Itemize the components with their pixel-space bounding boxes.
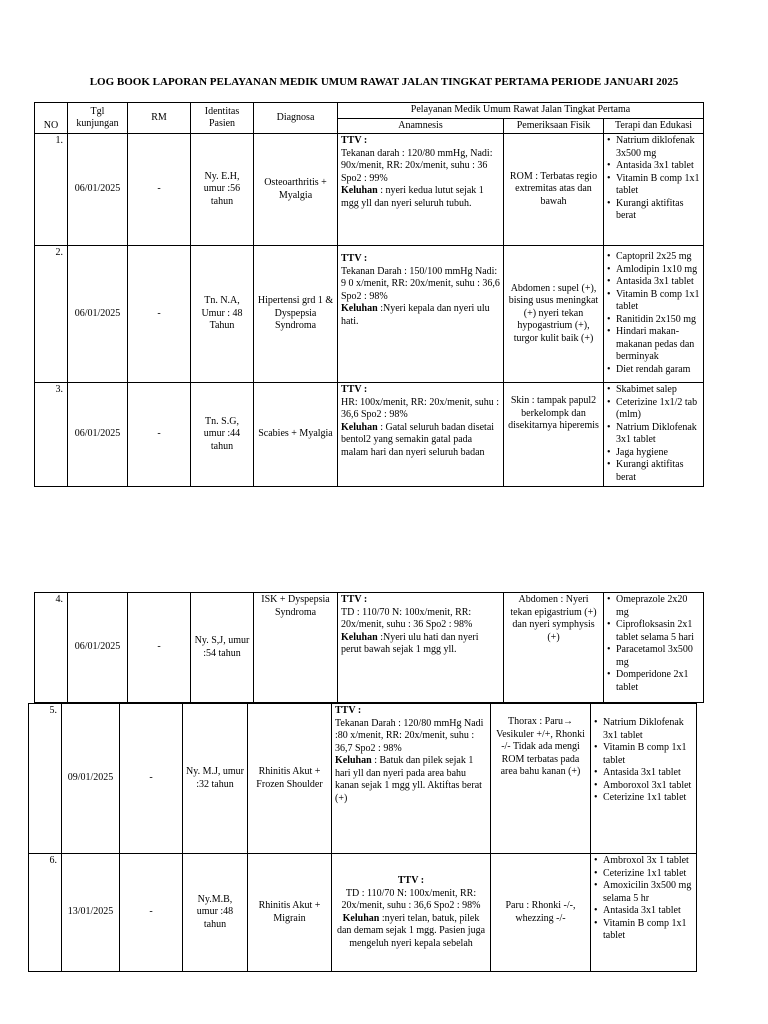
keluhan-text: :Nyeri kepala dan nyeri ulu hati.	[341, 303, 490, 327]
keluhan-text: : Gatal seluruh badan disetai bentol2 yang semakin gatal pada malam hari dan nyeri seluruh badan	[341, 421, 495, 458]
terapi-item: • Kurangi aktifitas berat	[607, 459, 700, 484]
row-fisik: Thorax : Paru→ Vesikuler +/+, Rhonki -/- Tidak ada mengi ROM terbatas pada area bahu kanan (+)	[491, 704, 591, 854]
terapi-item: • Natrium Diklofenak 3x1 tablet	[594, 717, 693, 742]
row-diagnosa: Hipertensi grd 1 & Dyspepsia Syndroma	[254, 246, 338, 383]
terapi-item: • Vitamin B comp 1x1 tablet	[607, 289, 700, 314]
keluhan-label: Keluhan	[341, 303, 378, 314]
keluhan-label: Keluhan	[341, 631, 378, 643]
terapi-item: • Hindari makan-makanan pedas dan berminyak	[607, 326, 700, 364]
header-pemeriksaan: Pemeriksaan Fisik	[504, 118, 604, 134]
row-terapi	[591, 704, 697, 854]
row-diagnosa: Rhinitis Akut + Migrain	[248, 854, 332, 972]
row-identitas: Ny.M.B, umur :48 tahun	[183, 854, 248, 972]
row-diagnosa: Osteoarthritis + Myalgia	[254, 134, 338, 246]
table-row	[35, 383, 704, 487]
row-identitas: Tn. N.A, Umur : 48 Tahun	[191, 246, 254, 383]
row-fisik: Abdomen : Nyeri tekan epigastrium (+) dan nyeri symphysis (+)	[504, 593, 604, 703]
header-anamnesis: Anamnesis	[338, 118, 504, 134]
header-terapi: Terapi dan Edukasi	[604, 118, 704, 134]
header-no: NO	[35, 103, 68, 134]
row-anamnesis	[332, 704, 491, 854]
ttv-values: HR: 100x/menit, RR: 20x/menit, suhu : 36,6 Spo2 : 98%	[341, 396, 500, 420]
ttv-label: TTV :	[397, 875, 425, 886]
header-tgl: Tgl kunjungan	[68, 103, 128, 134]
terapi-item: • Antasida 3x1 tablet	[594, 767, 693, 780]
table-row	[35, 134, 704, 246]
keluhan-label: Keluhan	[341, 421, 378, 433]
header-rm: RM	[128, 103, 191, 134]
terapi-item: • Diet rendah garam	[607, 364, 700, 377]
ttv-values: Tekanan Darah : 150/100 mmHg Nadi: 9 0 x/menit, RR: 20x/menit, suhu : 36,6 Spo2 : 98%	[341, 265, 500, 302]
row-anamnesis	[338, 593, 504, 703]
row-rm: -	[120, 854, 183, 972]
row-no: 2.	[35, 246, 68, 383]
keluhan-label: Keluhan	[342, 912, 380, 924]
terapi-item: • Antasida 3x1 tablet	[594, 905, 693, 918]
keluhan-text: :Nyeri ulu hati dan nyeri perut bawah sejak 1 mgg yll.	[341, 631, 479, 655]
terapi-item: • Antasida 3x1 tablet	[607, 160, 700, 173]
row-anamnesis	[338, 134, 504, 246]
terapi-item: • Amboroxol 3x1 tablet	[594, 780, 693, 793]
table-row	[29, 854, 697, 972]
row-identitas: Ny. S,J, umur :54 tahun	[191, 593, 254, 703]
terapi-item: • Antasida 3x1 tablet	[607, 276, 700, 289]
keluhan-text: :nyeri telan, batuk, pilek dan demam sejak 1 mgg. Pasien juga mengeluh nyeri kepala sebelah	[336, 912, 486, 949]
row-no: 4.	[35, 593, 68, 703]
row-fisik: ROM : Terbatas regio extremitas atas dan bawah	[504, 134, 604, 246]
ttv-values: Tekanan Darah : 120/80 mmHg Nadi :80 x/menit, RR: 20x/menit, suhu : 36,7 Spo2 : 98%	[335, 717, 484, 754]
row-rm: -	[128, 134, 191, 246]
ttv-label: TTV :	[341, 384, 368, 395]
terapi-item: • Ranitidin 2x150 mg	[607, 314, 700, 327]
row-no: 6.	[29, 854, 62, 972]
terapi-item: • Ambroxol 3x 1 tablet	[594, 855, 693, 868]
row-terapi	[591, 854, 697, 972]
keluhan-text: : nyeri kedua lutut sejak 1 mgg yll dan nyeri seluruh tubuh.	[341, 185, 484, 209]
log-table-page-1	[34, 102, 704, 487]
ttv-values: Tekanan darah : 120/80 mmHg, Nadi: 90x/menit, RR: 20x/menit, suhu : 36 Spo2 : 99%	[341, 147, 493, 184]
row-diagnosa: Scabies + Myalgia	[254, 383, 338, 487]
terapi-item: • Ceterizine 1x1/2 tab (mlm)	[607, 397, 700, 422]
terapi-item: • Kurangi aktifitas berat	[607, 198, 700, 223]
row-no: 3.	[35, 383, 68, 487]
row-terapi	[604, 593, 704, 703]
row-rm: -	[128, 246, 191, 383]
terapi-item: • Ceterizine 1x1 tablet	[594, 792, 693, 805]
ttv-label: TTV :	[341, 253, 368, 264]
log-table-page-2a	[34, 592, 704, 703]
row-rm: -	[128, 593, 191, 703]
row-anamnesis	[338, 383, 504, 487]
terapi-item: • Domperidone 2x1 tablet	[607, 669, 700, 694]
terapi-item: • Vitamin B comp 1x1 tablet	[594, 742, 693, 767]
terapi-item: • Amlodipin 1x10 mg	[607, 264, 700, 277]
terapi-item: • Amoxicilin 3x500 mg selama 5 hr	[594, 880, 693, 905]
row-tgl: 06/01/2025	[68, 593, 128, 703]
ttv-values: TD : 110/70 N: 100x/menit, RR: 20x/menit, suhu : 36,6 Spo2 : 98%	[341, 887, 481, 911]
row-rm: -	[128, 383, 191, 487]
row-no: 5.	[29, 704, 62, 854]
terapi-item: • Natrium diklofenak 3x500 mg	[607, 135, 700, 160]
keluhan-text: : Batuk dan pilek sejak 1 hari yll dan nyeri pada area bahu kanan sejak 1 mgg yll. Aktiftas berat (+)	[335, 755, 482, 804]
terapi-item: • Paracetamol 3x500 mg	[607, 644, 700, 669]
row-tgl: 06/01/2025	[68, 134, 128, 246]
terapi-item: • Vitamin B comp 1x1 tablet	[594, 918, 693, 943]
row-fisik: Skin : tampak papul2 berkelompk dan disekitarnya hiperemis	[504, 383, 604, 487]
header-identitas: Identitas Pasien	[191, 103, 254, 134]
terapi-item: • Skabimet salep	[607, 384, 700, 397]
header-group: Pelayanan Medik Umum Rawat Jalan Tingkat Pertama	[338, 103, 704, 119]
document-title: LOG BOOK LAPORAN PELAYANAN MEDIK UMUM RAWAT JALAN TINGKAT PERTAMA PERIODE JANUARI 2025	[89, 76, 679, 88]
row-terapi	[604, 134, 704, 246]
ttv-label: TTV :	[335, 705, 362, 716]
log-table-page-2b	[28, 703, 697, 972]
terapi-item: • Ciprofloksasin 2x1 tablet selama 5 hari	[607, 619, 700, 644]
terapi-item: • Omeprazole 2x20 mg	[607, 594, 700, 619]
terapi-item: • Jaga hygiene	[607, 447, 700, 460]
row-tgl: 09/01/2025	[62, 704, 120, 854]
row-fisik: Abdomen : supel (+), bising usus meningkat (+) nyeri tekan hypogastrium (+), turgor kulit baik (+)	[504, 246, 604, 383]
header-diagnosa: Diagnosa	[254, 103, 338, 134]
row-anamnesis	[338, 246, 504, 383]
table-row	[35, 246, 704, 383]
ttv-values: TD : 110/70 N: 100x/menit, RR: 20x/menit, suhu : 36 Spo2 : 98%	[341, 606, 473, 630]
terapi-item: • Ceterizine 1x1 tablet	[594, 868, 693, 881]
row-diagnosa: Rhinitis Akut + Frozen Shoulder	[248, 704, 332, 854]
row-anamnesis	[332, 854, 491, 972]
keluhan-label: Keluhan	[335, 755, 372, 766]
row-tgl: 06/01/2025	[68, 383, 128, 487]
terapi-item: • Captopril 2x25 mg	[607, 251, 700, 264]
keluhan-label: Keluhan	[341, 185, 378, 196]
row-tgl: 13/01/2025	[62, 854, 120, 972]
row-rm: -	[120, 704, 183, 854]
row-no: 1.	[35, 134, 68, 246]
ttv-label: TTV :	[341, 594, 368, 605]
row-diagnosa: ISK + Dyspepsia Syndroma	[254, 593, 338, 703]
row-terapi	[604, 383, 704, 487]
terapi-item: • Vitamin B comp 1x1 tablet	[607, 173, 700, 198]
row-fisik: Paru : Rhonki -/-, whezzing -/-	[491, 854, 591, 972]
ttv-label: TTV :	[341, 135, 368, 146]
table-row	[29, 704, 697, 854]
row-identitas: Tn. S.G, umur :44 tahun	[191, 383, 254, 487]
header-row	[35, 103, 704, 119]
table-row	[35, 593, 704, 703]
row-terapi	[604, 246, 704, 383]
row-tgl: 06/01/2025	[68, 246, 128, 383]
terapi-item: • Natrium Diklofenak 3x1 tablet	[607, 422, 700, 447]
row-identitas: Ny. M.J, umur :32 tahun	[183, 704, 248, 854]
row-identitas: Ny. E.H, umur :56 tahun	[191, 134, 254, 246]
